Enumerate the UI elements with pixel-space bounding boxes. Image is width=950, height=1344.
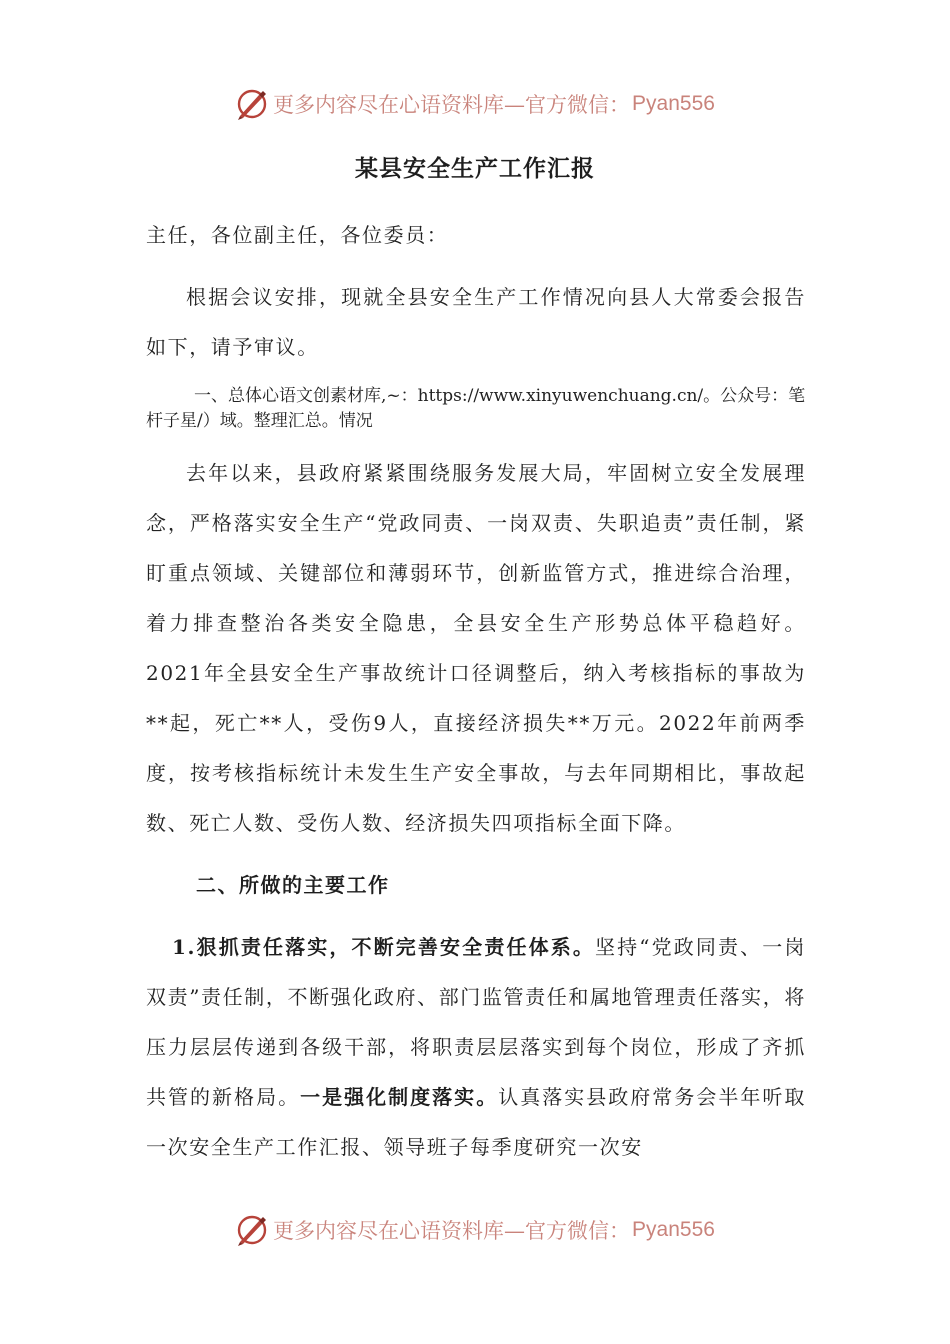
banner-wechat-id: Pyan556 xyxy=(632,1218,715,1241)
section-two-heading: 二、所做的主要工作 xyxy=(196,873,390,897)
banner-content xyxy=(235,1213,715,1247)
item-1-paragraph xyxy=(146,922,806,1172)
banner-content xyxy=(235,87,715,121)
footer-watermark-banner xyxy=(0,1208,950,1252)
banner-text: 更多内容尽在心语资料库—官方微信： xyxy=(273,93,631,117)
banner-wechat-id: Pyan556 xyxy=(632,92,715,115)
salutation: 主任，各位副主任，各位委员： xyxy=(146,223,449,247)
pen-logo-icon xyxy=(235,1213,269,1247)
header-watermark-banner xyxy=(0,82,950,126)
section-one-heading: 一、总体心语文创素材库,~：https://www.xinyuwenchuang.cn/。公众号：笔杆子星/）域。整理汇总。情况 xyxy=(146,386,806,431)
section-one-body: 去年以来，县政府紧紧围绕服务发展大局，牢固树立安全发展理念，严格落实安全生产“党政同责、一岗双责、失职追责”责任制，紧盯重点领域、关键部位和薄弱环节，创新监管方式，推进综合治理，着力排查整治各类安全隐患，全县安全生产形势总体平稳趋好。2021年全县安全生产事故统计口径调整后，纳入考核指标的事故为**起，死亡**人，受伤9人，直接经济损失**万元。2022年前两季度，按考核指标统计未发生生产安全事故，与去年同期相比，事故起数、死亡人数、受伤人数、经济损失四项指标全面下降。 xyxy=(146,461,806,835)
item-1-sub-heading: 一是强化制度落实。 xyxy=(300,1085,499,1109)
banner-text: 更多内容尽在心语资料库—官方微信： xyxy=(273,1219,631,1243)
item-1-text-b: 认真落实县政府常务会半年听取一次安全生产工作汇报、领导班子每季度研究一次安 xyxy=(146,1085,806,1159)
document-title: 某县安全生产工作汇报 xyxy=(355,155,595,182)
item-1-text-a: 坚持“党政同责、一岗双责”责任制，不断强化政府、部门监管责任和属地管理责任落实，将压力层层传递到各级干部，将职责层层落实到每个岗位，形成了齐抓共管的新格局。 xyxy=(146,935,806,1109)
intro-paragraph: 根据会议安排，现就全县安全生产工作情况向县人大常委会报告如下，请予审议。 xyxy=(146,285,806,359)
item-1-heading: 1.狠抓责任落实，不断完善安全责任体系。 xyxy=(172,935,595,959)
pen-logo-icon xyxy=(235,87,269,121)
